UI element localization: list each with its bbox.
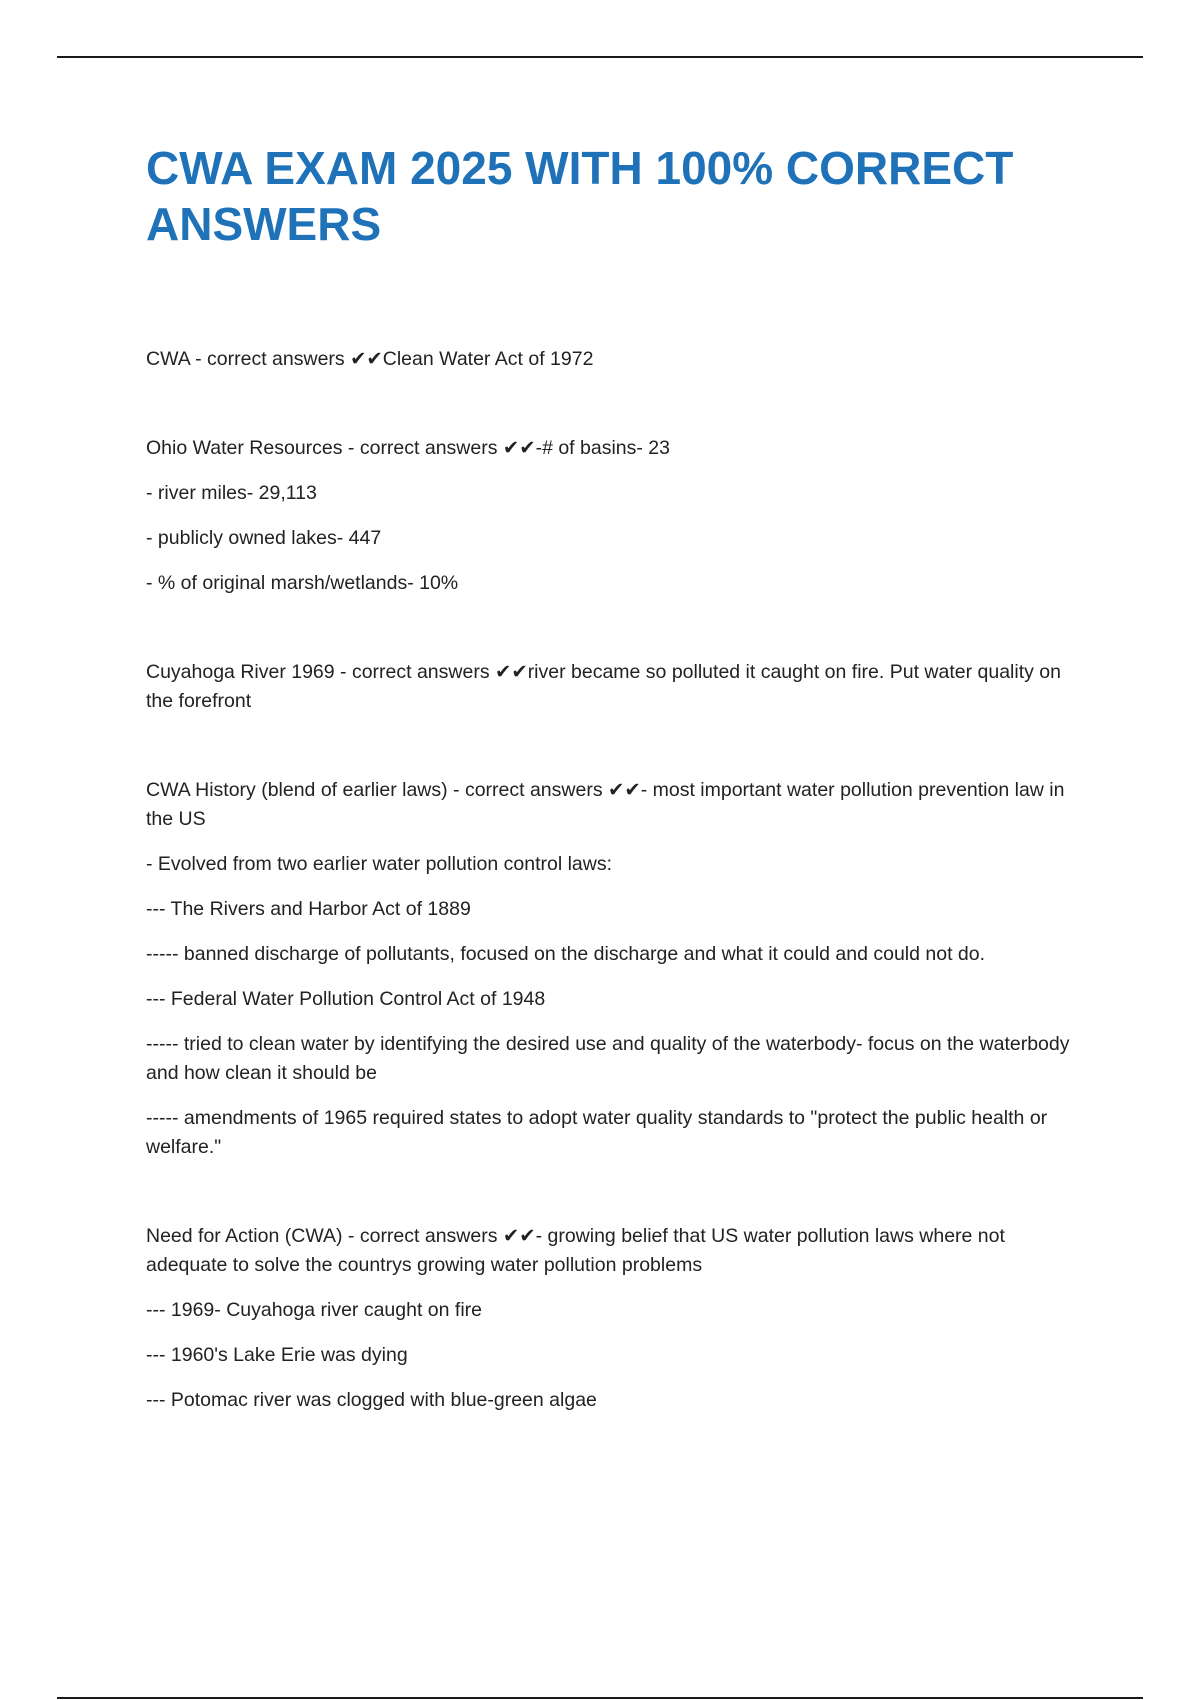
question-line [146,345,1086,374]
qa-item [146,776,1086,1162]
detail-line: - % of original marsh/wetlands- 10% [146,572,459,594]
checkmark-icon: ✔✔ [608,779,641,801]
question-line [146,434,1086,463]
detail-line: ----- amendments of 1965 required states to adopt water quality standards to "protect the public health or welfare." [146,1107,1048,1158]
term: Ohio Water Resources [146,437,343,459]
answer-text: - most important water pollution prevention law in the US [146,779,1065,830]
qa-item [146,1222,1086,1415]
checkmark-icon: ✔✔ [502,1225,536,1247]
detail-line: --- The Rivers and Harbor Act of 1889 [146,898,471,920]
answer-text: Clean Water Act of 1972 [382,348,594,370]
answer-text: -# of basins- 23 [535,437,670,459]
correct-answers-label: - correct answers [334,661,495,683]
document-title: CWA EXAM 2025 WITH 100% CORRECT ANSWERS [146,142,1014,250]
qa-item [146,345,1086,374]
correct-answers-label: - correct answers [342,1225,503,1247]
answer-text: - growing belief that US water pollution laws where not adequate to solve the countrys growing water pollution problems [146,1225,1005,1276]
detail-line: - Evolved from two earlier water pollution control laws: [146,853,613,875]
detail-line: ----- tried to clean water by identifying the desired use and quality of the waterbody- focus on the waterbody and how clean it should be [146,1033,1070,1084]
checkmark-icon: ✔✔ [502,437,536,459]
qa-list [146,345,1086,1415]
detail-line: --- 1969- Cuyahoga river caught on fire [146,1299,483,1321]
term: Need for Action (CWA) [146,1225,343,1247]
detail-line: --- Federal Water Pollution Control Act of 1948 [146,988,546,1010]
checkmark-icon: ✔✔ [495,661,528,683]
term: CWA History (blend of earlier laws) [146,779,448,801]
document-body [146,140,1086,1475]
detail-line: - river miles- 29,113 [146,482,317,504]
checkmark-icon: ✔✔ [350,348,383,370]
detail-line: --- Potomac river was clogged with blue-green algae [146,1389,597,1411]
bottom-rule [57,1697,1143,1699]
detail-line: --- 1960's Lake Erie was dying [146,1344,408,1366]
top-rule [57,56,1143,58]
correct-answers-label: - correct answers [447,779,608,801]
question-line [146,658,1086,716]
correct-answers-label: - correct answers [342,437,503,459]
correct-answers-label: - correct answers [189,348,351,370]
term: CWA [146,348,190,370]
qa-item [146,434,1086,598]
qa-item [146,658,1086,716]
detail-line: - publicly owned lakes- 447 [146,527,382,549]
detail-line: ----- banned discharge of pollutants, focused on the discharge and what it could and could not do. [146,943,986,965]
question-line [146,776,1086,834]
answer-text: river became so polluted it caught on fire. Put water quality on the forefront [146,661,1061,712]
question-line [146,1222,1086,1280]
term: Cuyahoga River 1969 [146,661,335,683]
